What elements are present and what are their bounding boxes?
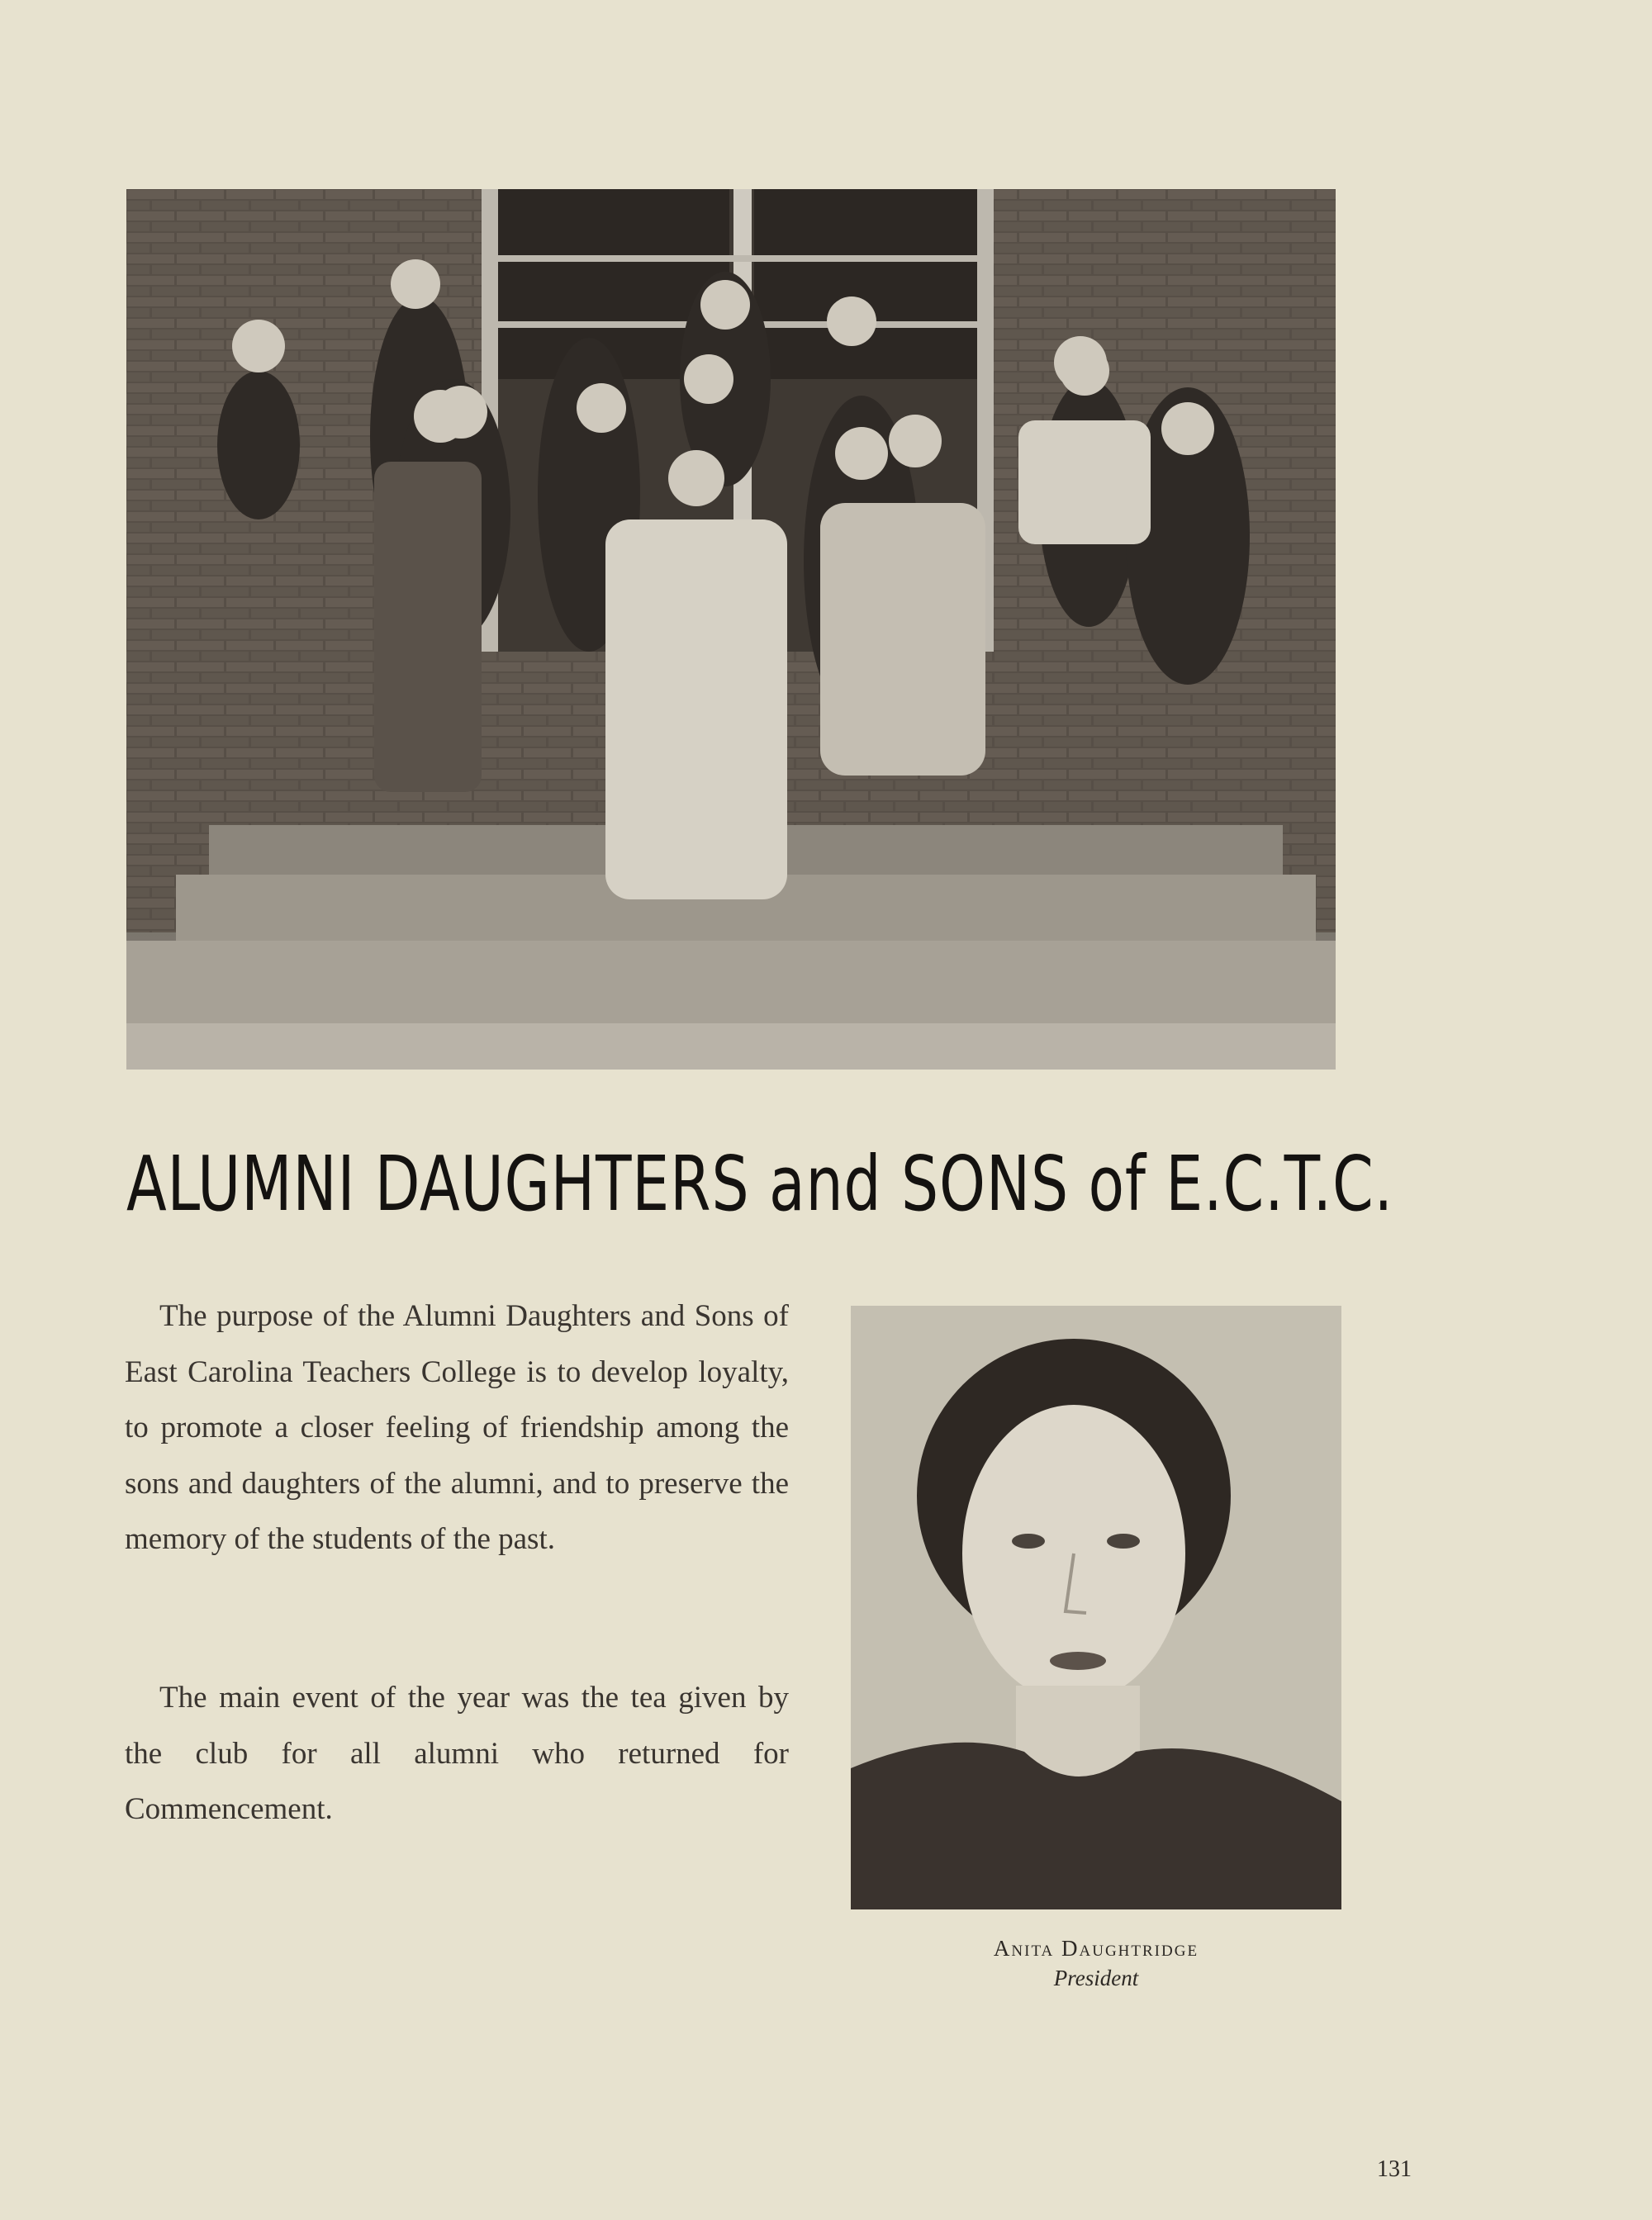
caption-name: Anita Daughtridge — [993, 1936, 1199, 1961]
paragraph-purpose-text: The purpose of the Alumni Daughters and Sons of East Carolina Teachers College is to develop loyalty, to promote a closer feeling of friendship among the sons and daughters of the alumni, and to preserve the memory of the students of the past. — [125, 1299, 789, 1556]
paragraph-main-event-text: The main event of the year was the tea given by the club for all alumni who returned for Commencement. — [125, 1681, 789, 1826]
paragraph-main-event — [125, 1670, 789, 1838]
president-portrait — [851, 1306, 1341, 1909]
group-photo-illustration — [126, 189, 1336, 1070]
page-number: 131 — [1377, 2156, 1412, 2182]
caption-role: President — [1053, 1966, 1139, 1990]
portrait-illustration — [851, 1306, 1341, 1909]
group-photo — [126, 189, 1336, 1070]
paragraph-purpose — [125, 1288, 789, 1568]
page-title: ALUMNI DAUGHTERS and SONS of E.C.T.C. — [126, 1140, 1394, 1228]
